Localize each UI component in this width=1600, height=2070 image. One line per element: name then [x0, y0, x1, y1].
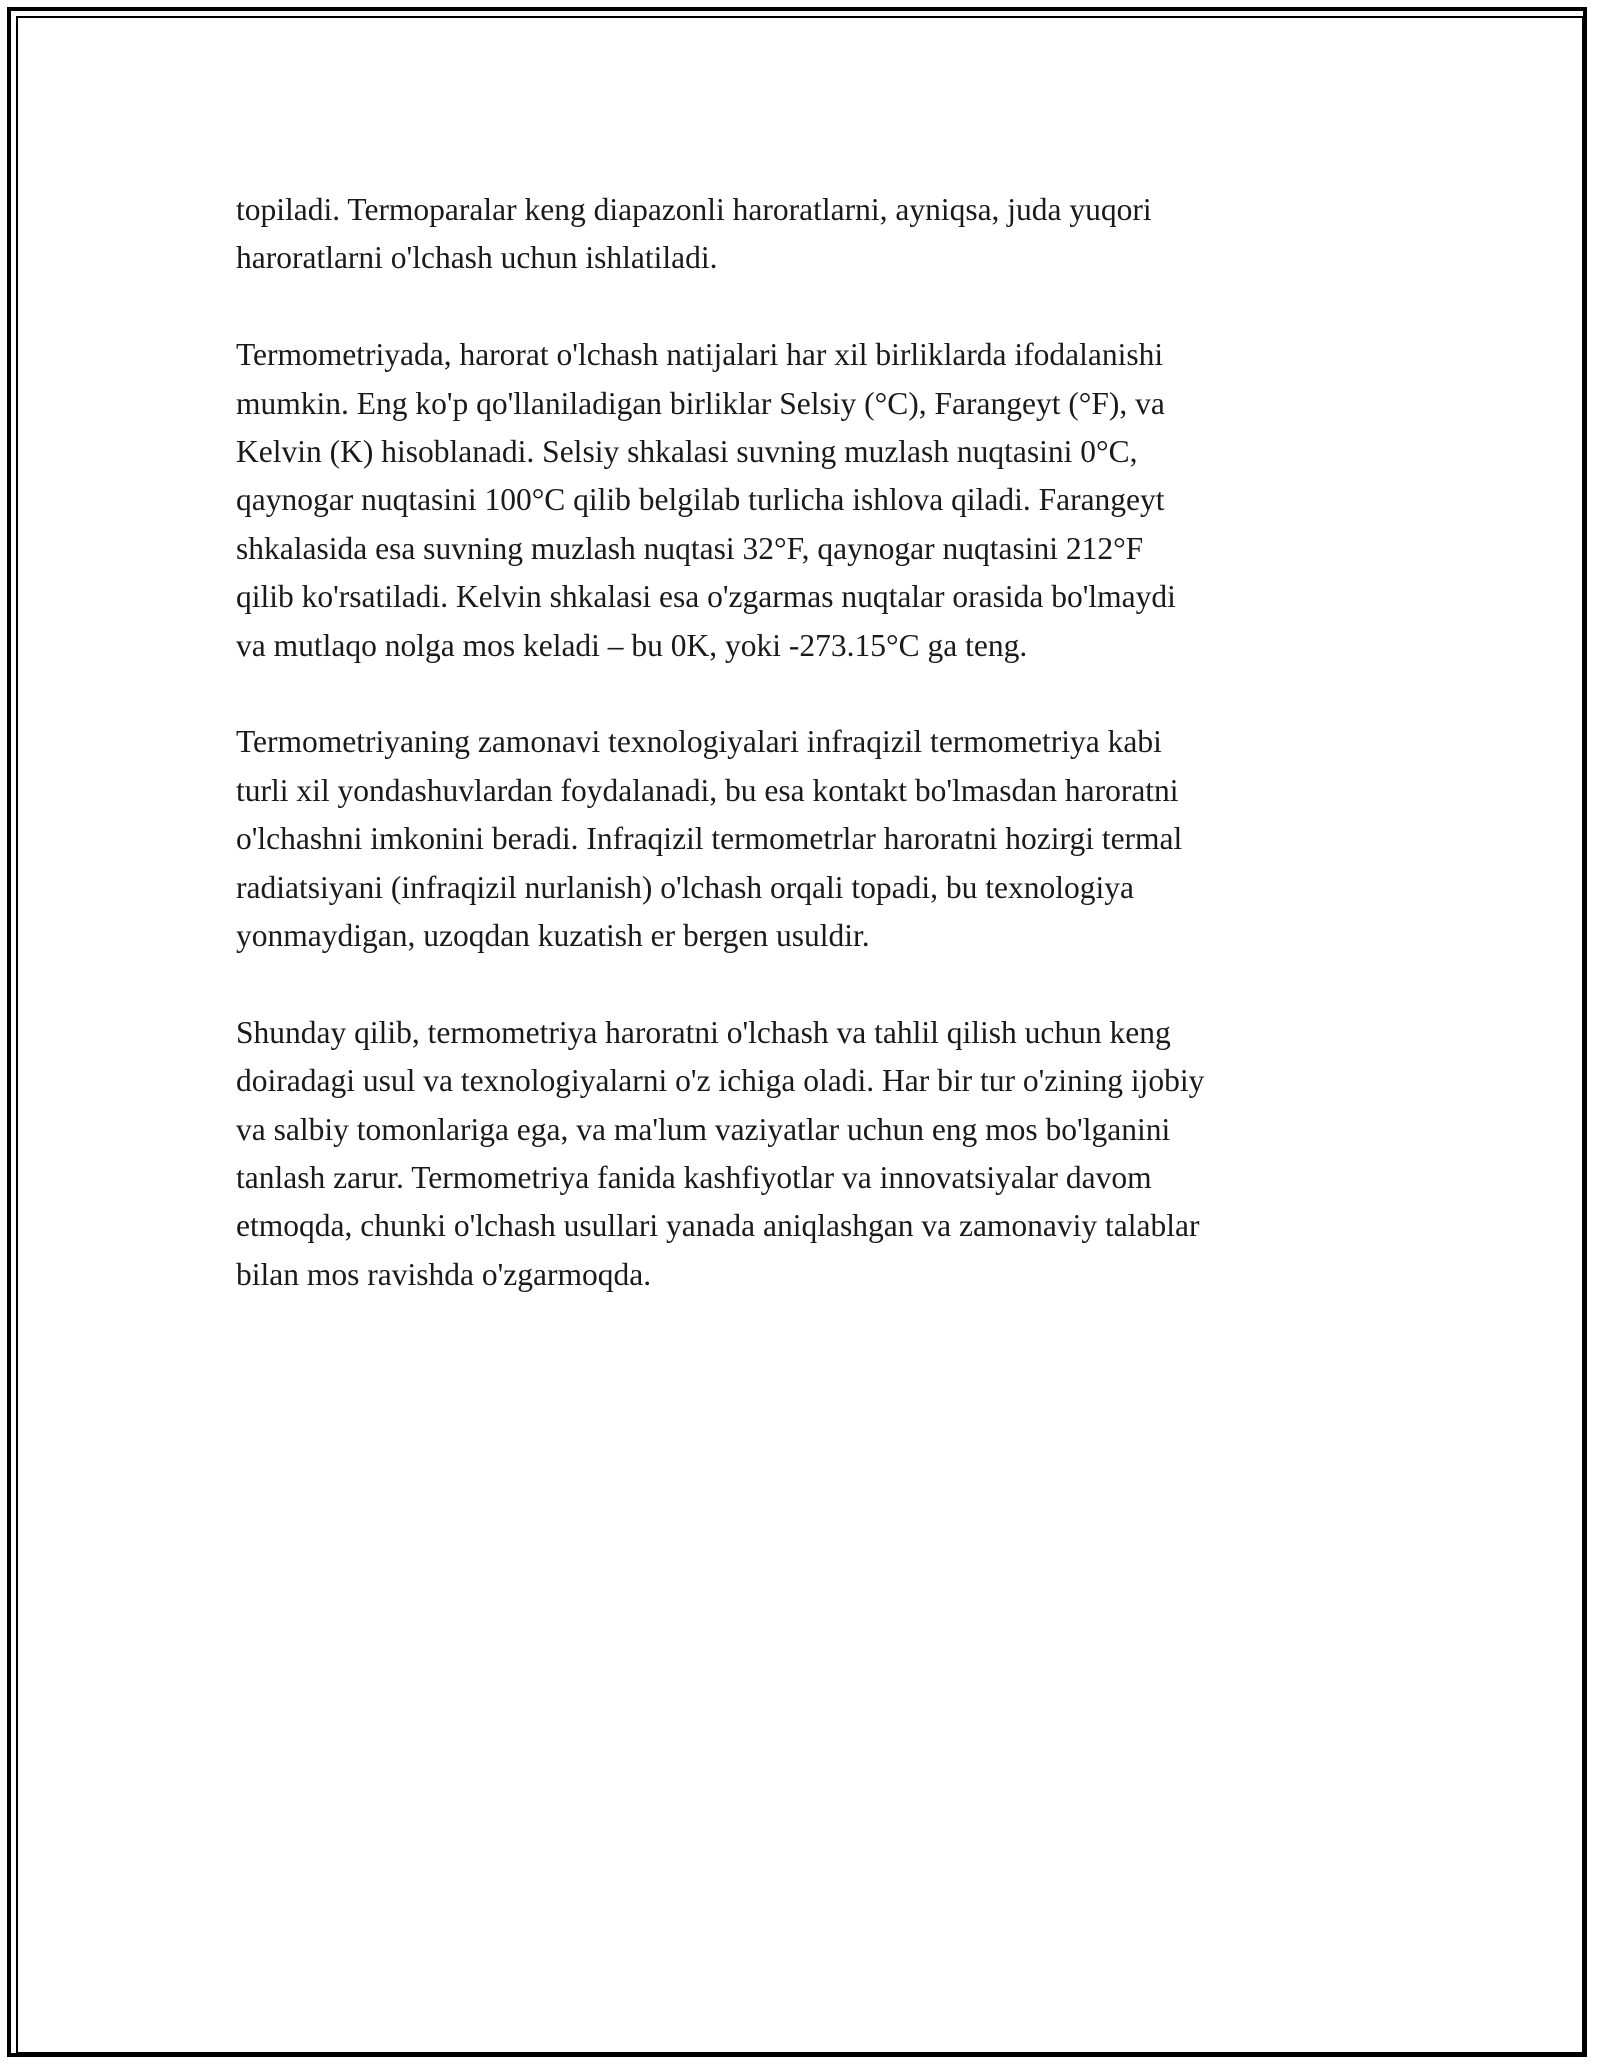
paragraph-conclusion: Shunday qilib, termometriya haroratni o'lchash va tahlil qilish uchun keng doiradagi usul va texnologiyalarni o'z ichiga oladi. Har bir tur o'zining ijobiy va salbiy tomonlariga ega, va ma'lum vaziyatlar uchun eng mos bo'lganini tanlash zarur. Termometriya fanida kashfiyotlar va innovatsiyalar davom etmoqda, chunki o'lchash usullari yanada aniqlashgan va zamonaviy talablar bilan mos ravishda o'zgarmoqda.	[236, 1014, 1205, 1292]
document-body	[236, 186, 1376, 1348]
paragraph-temperature-units: Termometriyada, harorat o'lchash natijalari har xil birliklarda ifodalanishi mumkin. Eng ko'p qo'llaniladigan birliklar Selsiy (°C), Farangeyt (°F), va Kelvin (K) hisoblanadi. Selsiy shkalasi suvning muzlash nuqtasini 0°C, qaynogar nuqtasini 100°C qilib belgilab turlicha ishlova qiladi. Farangeyt shkalasida esa suvning muzlash nuqtasi 32°F, qaynogar nuqtasini 212°F qilib ko'rsatiladi. Kelvin shkalasi esa o'zgarmas nuqtalar orasida bo'lmaydi va mutlaqo nolga mos keladi – bu 0K, yoki -273.15°C ga teng.	[236, 337, 1176, 663]
paragraph-infrared-thermometry: Termometriyaning zamonavi texnologiyalari infraqizil termometriya kabi turli xil yondashuvlardan foydalanadi, bu esa kontakt bo'lmasdan haroratni o'lchashni imkonini beradi. Infraqizil termometrlar haroratni hozirgi termal radiatsiyani (infraqizil nurlanish) o'lchash orqali topadi, bu texnologiya yonmaydigan, uzoqdan kuzatish er bergen usuldir.	[236, 724, 1183, 954]
paragraph-thermocouples: topiladi. Termoparalar keng diapazonli haroratlarni, ayniqsa, juda yuqori haroratlarni o'lchash uchun ishlatiladi.	[236, 192, 1152, 276]
